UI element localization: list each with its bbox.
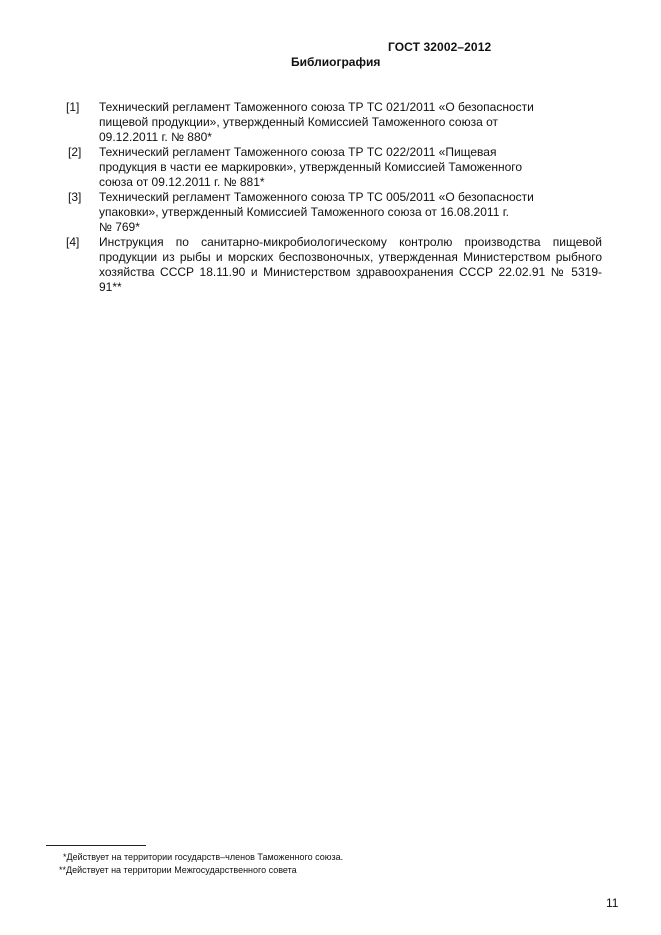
entry-text: Технический регламент Таможенного союза ТР ТС 005/2011 «О безопасности упаковки», утвержденный Комиссией Таможенного союза от 16.08.2011 г. № 769* (99, 190, 534, 234)
bibliography-entry-1 (62, 100, 602, 145)
bibliography-list (62, 100, 602, 295)
bibliography-entry-2 (62, 145, 602, 190)
entry-number: [4] (66, 235, 80, 249)
bibliography-entry-4 (62, 235, 602, 295)
entry-text: Технический регламент Таможенного союза ТР ТС 021/2011 «О безопасности пищевой продукции», утвержденный Комиссией Таможенного союза от 09.12.2011 г. № 880* (99, 100, 534, 144)
page-number: 11 (606, 896, 619, 910)
entry-text: Технический регламент Таможенного союза ТР ТС 022/2011 «Пищевая продукция в части ее маркировки», утвержденный Комиссией Таможенного союза от 09.12.2011 г. № 881* (99, 145, 523, 189)
entry-number: [1] (66, 100, 80, 114)
entry-text: Инструкция по санитарно-микробиологическому контролю производства пищевой продукции из рыбы и морских беспозвоночных, утвержденная Министерством рыбного хозяйства СССР 18.11.90 и Министерством здравоохранения СССР 22.02.91 № 5319-91** (99, 235, 602, 294)
entry-number: [2] (68, 145, 82, 159)
footnote-divider (46, 845, 146, 846)
footnote-2: **Действует на территории Межгосударственного совета (59, 865, 297, 875)
bibliography-entry-3 (62, 190, 602, 235)
standard-code: ГОСТ 32002–2012 (388, 40, 492, 54)
footnote-1: *Действует на территории государств–членов Таможенного союза. (63, 852, 344, 862)
page-title: Библиография (291, 55, 381, 69)
entry-number: [3] (68, 190, 82, 204)
